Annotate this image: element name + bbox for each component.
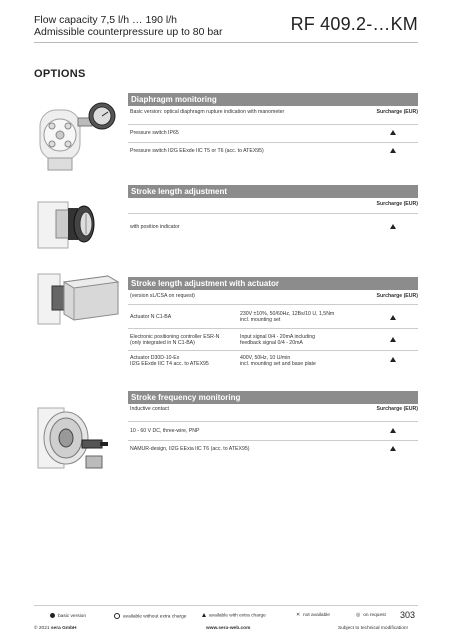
legend-not-available: ✕ not available bbox=[296, 613, 330, 618]
actuator-row-3-name: Actuator D30D-10-Ex II2G EExde IIC T4 acc. to ATEX95 bbox=[130, 355, 209, 368]
divider bbox=[128, 124, 418, 125]
frequency-surcharge-label: Surcharge (EUR) bbox=[376, 406, 418, 412]
divider bbox=[128, 440, 418, 441]
divider bbox=[128, 421, 418, 422]
extra-charge-triangle-icon bbox=[390, 315, 396, 320]
actuator-row-3-spec: 400V, 50Hz, 10 U/min incl. mounting set and base plate bbox=[240, 355, 316, 368]
footer-rule bbox=[34, 605, 418, 606]
diaphragm-monitoring-title: Diaphragm monitoring bbox=[128, 93, 418, 106]
diaphragm-monitoring-image bbox=[34, 92, 120, 184]
stroke-length-title: Stroke length adjustment bbox=[128, 185, 418, 198]
flow-capacity-text: Flow capacity 7,5 l/h … 190 l/h bbox=[34, 14, 177, 26]
request-symbol-icon: ◎ bbox=[356, 613, 361, 618]
divider bbox=[128, 304, 418, 305]
website-link[interactable]: www.sera-web.com bbox=[206, 626, 251, 631]
extra-charge-triangle-icon bbox=[390, 428, 396, 433]
half-circle-icon bbox=[114, 613, 120, 619]
stroke-length-adjustment-image bbox=[34, 196, 120, 256]
legend-on-request: ◎ on request bbox=[356, 613, 386, 618]
divider bbox=[128, 142, 418, 143]
pressure-switch-atex: Pressure switch II2G EExde IIC T5 or T6 (acc. to ATEX95) bbox=[130, 148, 264, 154]
actuator-image bbox=[34, 268, 124, 330]
filled-circle-icon bbox=[50, 613, 55, 618]
with-position-indicator: with position indicator bbox=[130, 224, 180, 230]
pressure-switch-ip65: Pressure switch IP65 bbox=[130, 130, 179, 136]
header-subtitle bbox=[34, 14, 223, 38]
inductive-contact: Inductive contact bbox=[130, 406, 169, 412]
stroke-surcharge-label: Surcharge (EUR) bbox=[376, 201, 418, 207]
cross-icon: ✕ bbox=[296, 613, 301, 618]
actuator-row-2-spec: Input signal 0/4 - 20mA including feedback signal 0/4 - 20mA bbox=[240, 334, 315, 347]
diaphragm-basic-version: Basic version: optical diaphragm rupture indication with manometer bbox=[130, 109, 285, 115]
actuator-surcharge-label: Surcharge (EUR) bbox=[376, 293, 418, 299]
actuator-title: Stroke length adjustment with actuator bbox=[128, 277, 418, 290]
extra-charge-triangle-icon bbox=[390, 357, 396, 362]
actuator-version-note: (version sL/CSA on request) bbox=[130, 293, 195, 299]
pnp-sensor: 10 - 60 V DC, three-wire, PNP bbox=[130, 428, 200, 434]
options-heading: OPTIONS bbox=[34, 68, 86, 80]
copyright: © 2021 sera GmbH bbox=[34, 626, 77, 631]
extra-charge-triangle-icon bbox=[390, 130, 396, 135]
namur-sensor: NAMUR-design, II2G EExia IIC T6 (acc. to ATEX95) bbox=[130, 446, 250, 452]
stroke-frequency-image bbox=[34, 400, 120, 476]
page-number: 303 bbox=[400, 610, 416, 620]
model-title: RF 409.2-…KM bbox=[290, 14, 418, 34]
divider bbox=[128, 328, 418, 329]
extra-charge-triangle-icon bbox=[390, 446, 396, 451]
modification-notice: Subject to technical modification! bbox=[338, 626, 408, 631]
actuator-row-1-name: Actuator N C1-BA bbox=[130, 314, 172, 320]
legend-without-charge: available without extra charge bbox=[114, 613, 186, 619]
divider bbox=[128, 350, 418, 351]
legend-with-charge: available with extra charge bbox=[202, 613, 266, 618]
extra-charge-triangle-icon bbox=[390, 224, 396, 229]
legend-basic: basic version bbox=[50, 613, 86, 619]
counterpressure-text: Admissible counterpressure up to 80 bar bbox=[34, 26, 223, 38]
actuator-row-2-name: Electronic positioning controller ESR-N (only integrated in N C1-BA) bbox=[130, 334, 220, 347]
diaphragm-surcharge-label: Surcharge (EUR) bbox=[376, 109, 418, 115]
header-rule bbox=[34, 42, 418, 43]
actuator-row-1-spec: 230V ±10%, 50/60Hz, 12Bs/10 U, 1,5Nm incl. mounting set bbox=[240, 311, 335, 324]
extra-charge-triangle-icon bbox=[390, 148, 396, 153]
extra-charge-triangle-icon bbox=[390, 337, 396, 342]
stroke-frequency-title: Stroke frequency monitoring bbox=[128, 391, 418, 404]
triangle-icon bbox=[202, 613, 206, 617]
divider bbox=[128, 213, 418, 214]
